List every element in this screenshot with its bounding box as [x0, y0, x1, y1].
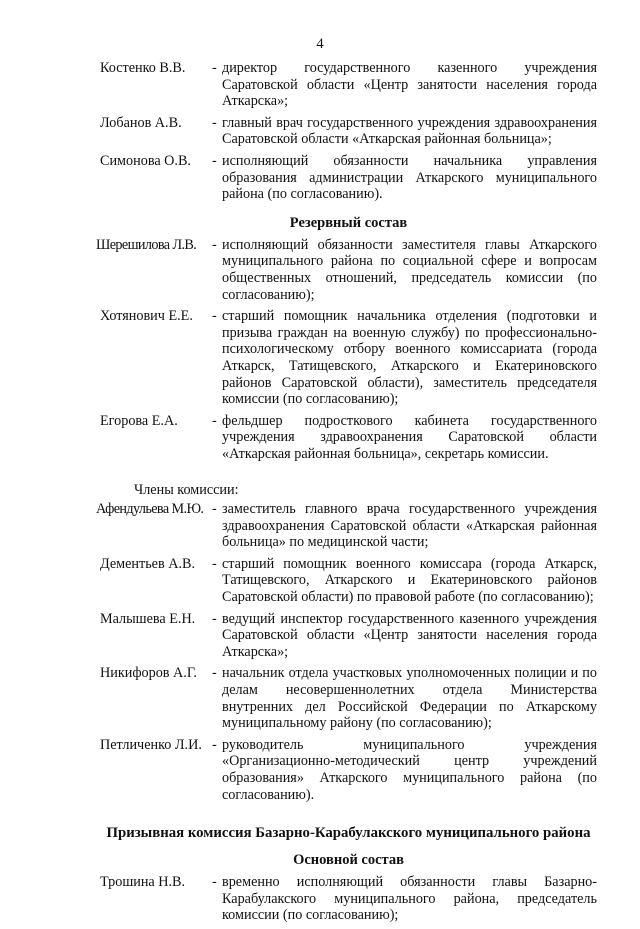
- member-role: заместитель главного врача государственного учреждения здравоохранения Саратовской области «Аткарская районная больница» по медицинской части;: [222, 501, 597, 551]
- member-role: ведущий инспектор государственного казенного учреждения Саратовской области «Центр занятости населения города Аткарска»;: [222, 610, 597, 660]
- member-name: Малышева Е.Н.: [100, 610, 196, 627]
- dash: -: [212, 60, 217, 76]
- dash: -: [212, 665, 217, 682]
- member-row: [100, 115, 597, 148]
- member-role: главный врач государственного учреждения здравоохранения Саратовской области «Аткарская районная больница»;: [222, 114, 597, 148]
- member-row: [100, 611, 597, 661]
- member-role: исполняющий обязанности начальника управления образования администрации Аткарского муниципального района (по согласованию).: [222, 152, 597, 203]
- member-role: фельдшер подросткового кабинета государственного учреждения здравоохранения Саратовской области «Аткарская районная больница», секретарь комиссии.: [222, 412, 597, 462]
- dash: -: [212, 736, 217, 753]
- main-composition-heading: Основной состав: [293, 852, 404, 869]
- member-role: начальник отдела участковых уполномоченных полиции и по делам несовершеннолетних отдела Министерства внутренних дел Российской Федерации по Аткарскому муниципальному району (по согласованию);: [222, 665, 597, 732]
- page-number: 4: [316, 36, 324, 52]
- member-list-block-4: [100, 874, 597, 924]
- member-row: [100, 60, 597, 110]
- dash: -: [212, 114, 217, 131]
- member-name: Трошина Н.В.: [100, 874, 186, 891]
- dash: -: [212, 610, 217, 627]
- member-role: исполняющий обязанности заместителя главы Аткарского муниципального района по социальной сфере и вопросам общественных отношений, председатель комиссии (по согласованию);: [222, 236, 597, 303]
- dash: -: [212, 236, 217, 253]
- member-name: Шерешилова Л.В.: [96, 236, 197, 253]
- dash: -: [212, 412, 217, 429]
- member-name: Дементьев А.В.: [100, 555, 196, 572]
- member-list-block-1: [100, 60, 597, 203]
- commission-heading: Призывная комиссия Базарно-Карабулакского муниципального района: [106, 825, 591, 842]
- member-row: [100, 153, 597, 203]
- member-name: Лобанов А.В.: [100, 114, 182, 131]
- member-row: [100, 308, 597, 408]
- member-name: Хотянович Е.Е.: [100, 308, 193, 325]
- member-row: [100, 874, 597, 924]
- member-row: [100, 665, 597, 731]
- member-list-block-3: [96, 501, 597, 803]
- member-name: Петличенко Л.И.: [100, 736, 202, 753]
- member-row: [100, 737, 597, 803]
- reserve-heading: Резервный состав: [289, 214, 408, 231]
- member-name: Никифоров А.Г.: [100, 665, 197, 682]
- member-name: Егорова Е.А.: [100, 412, 178, 429]
- dash: -: [212, 874, 217, 891]
- member-role: директор государственного казенного учреждения Саратовской области «Центр занятости населения города Аткарска»;: [222, 60, 597, 110]
- member-list-block-2: [96, 236, 597, 463]
- dash: -: [212, 152, 217, 169]
- members-label: Члены комиссии:: [134, 482, 239, 499]
- member-name: Костенко В.В.: [100, 60, 186, 76]
- member-row: [100, 556, 597, 606]
- member-role: старший помощник начальника отделения (подготовки и призыва граждан на военную службу) по профессионально-психологическому отбору военного комиссариата (города Аткарск, Татищевского, Аткарского и Екатериновского районов Саратовской области), заместитель председателя комиссии (по согласованию);: [222, 308, 597, 408]
- dash: -: [212, 308, 217, 325]
- member-role: руководитель муниципального учреждения «Организационно-методический центр учреждений образования» Аткарского муниципального района (по согласованию).: [222, 736, 597, 803]
- member-name: Симонова О.В.: [100, 152, 191, 169]
- document-body: [96, 60, 597, 929]
- member-role: временно исполняющий обязанности главы Базарно-Карабулакского муниципального района, председатель комиссии (по согласованию);: [222, 874, 597, 924]
- member-row: [96, 236, 597, 303]
- member-name: Афендульева М.Ю.: [96, 501, 204, 518]
- dash: -: [212, 555, 217, 572]
- member-row: [100, 413, 597, 463]
- member-role: старший помощник военного комиссара (города Аткарск, Татищевского, Аткарского и Екатериновского районов Саратовской области) по правовой работе (по согласованию);: [222, 555, 597, 606]
- dash: -: [212, 501, 217, 518]
- member-row: [96, 501, 597, 551]
